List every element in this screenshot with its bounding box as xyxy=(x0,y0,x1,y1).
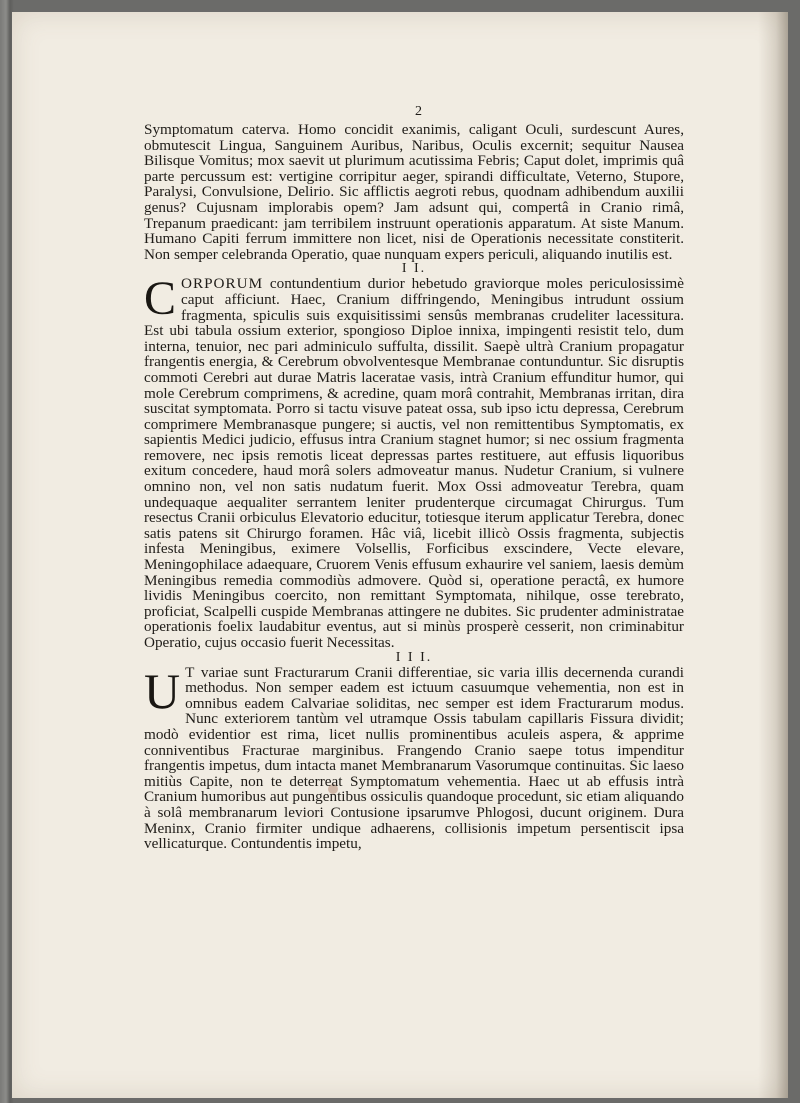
drop-cap-c: C xyxy=(144,272,177,326)
section-2-text: contundentium durior hebetudo graviorque moles periculosissimè caput afficiunt. Haec, Cranium diffringendo, Meningibus intrudunt ossium fragmenta, spiculis suis exquisitissimi sensûs membranas crudeliter lacessitura. Est ubi tabula ossium exterior, spongioso Diploe innixa, impingenti resistit telo, dum interna, tenuior, nec pari adminiculo suffulta, dissilit. Saepè ultrà Cranium propagatur frangentis energia, & Cerebrum obvolventesque Membranae contunduntur. Sic disruptis commoti Cerebri aut durae Matris laceratae vasis, intrà Cranium effunditur humor, qui mole Cerebrum comprimens, & acredine, quam morâ contrahit, Membranas irritan, dira suscitat symptomata. Porro si tactu visuve pateat ossa, sub ipso ictu depressa, Cerebrum comprimere Membranasque pungere; si auctis, vel non remittentibus Symptomatis, ex sapientis Medici judicio, effusus intra Cranium stagnet humor; si nec ossium fragmenta removere, nec ipsis remotis liceat depressas partes restituere, aut effusis liquoribus exitum concedere, haud morâ solers admoveatur manus. Nudetur Cranium, si vulnere omnino non, vel non satis nudatum fuerit. Mox Ossi admoveatur Terebra, quam undequaque aequaliter serrantem leniter prudenterque circumagat Chirurgus. Tum resectus Cranii orbiculus Elevatorio educitur, totiesque iterum applicatur Terebra, donec satis patens sit Chirurgo foramen. Hâc viâ, licebit illicò Ossis fragmenta, subjectis infesta Meningibus, eximere Volsellis, Forficibus exscindere, Vecte elevare, Meningophilace adaequare, Cruorem Venis effusum exhaurire vel saniem, laesis demùm Meningibus remedia commodiùs admovere. Quòd si, operatione peractâ, ex humore lividis Meningibus coercito, non remittant Symptomata, nihilque, osse terebrato, proficiat, Scalpelli cuspide Membranas attingere ne dubites. Sic prudenter administratae operationis foelix laudabitur eventus, aut si minùs prosperè cesserit, non criminabitur Operatio, cujus occasio fuerit Necessitas. xyxy=(144,275,684,651)
section-2-paragraph xyxy=(144,272,684,651)
intro-paragraph: Symptomatum caterva. Homo concidit exanimis, caligant Oculi, surdescunt Aures, obmutescit Lingua, Sanguinem Auribus, Naribus, Oculis excernit; sequitur Nausea Bilisque Vomitus; mox saevit ut plurimum acutissima Febris; Caput dolet, imprimis quâ parte percussum est: vertigine corripitur aeger, spirandi difficultate, Veterno, Stupore, Paralysi, Convulsione, Delirio. Sic afflictis aegroti rebus, quodnam adhibendum auxilii genus? Cujusnam implorabis opem? Jam adsunt qui, compertâ in Cranio rimâ, Trepanum praedicant: jam terribilem instruunt operationis apparatum. At siste Manum. Humano Capiti ferrum immittere non licet, nisi de Operationis necessitate constiterit. Non semper celebranda Operatio, quae nunquam expers periculi, aliquando inutilis est. xyxy=(144,121,684,263)
section-number-2: I I. xyxy=(401,261,427,277)
page-number: 2 xyxy=(415,104,422,119)
section-3-paragraph xyxy=(144,662,684,853)
drop-cap-u: U xyxy=(144,662,181,719)
section-3-text: variae sunt Fracturarum Cranii differentiae, sic varia illis decernenda curandi methodus. Non semper eadem est ictuum casuumque vehementia, non est in omnibus eadem Calvariae soliditas, nec semper est idem Fracturarum modus. Nunc exteriorem tantùm vel utramque Ossis tabulam capillaris Fissura dividit; modò evidentior est rima, licet nullis prominentibus aculeis aspera, & apprime conniventibus Fracturae marginibus. Frangendo Cranio saepe totus impenditur frangentis impetus, dum intacta manet Membranarum Vasorumque continuitas. Sic laeso mitiùs Capite, non te deterreat Symptomatum vehementia. Haec ut ab effusis intrà Cranium humoribus aut pungentibus ossiculis quandoque procedunt, sic etiam aliquando à solâ membranarum leviori Contusione ipsarumve Phlogosi, ducunt originem. Dura Meninx, Cranio firmiter undique adhaerens, collisionis impetum persentiscit ipsa vellicaturque. Contundentis impetu, xyxy=(144,663,684,853)
section-2-lead-word: ORPORUM xyxy=(181,275,264,293)
page-gutter-shadow xyxy=(758,12,788,1098)
section-3-lead-word: T xyxy=(185,663,196,681)
body-text xyxy=(144,122,684,852)
section-number-3: I I I. xyxy=(395,649,433,665)
